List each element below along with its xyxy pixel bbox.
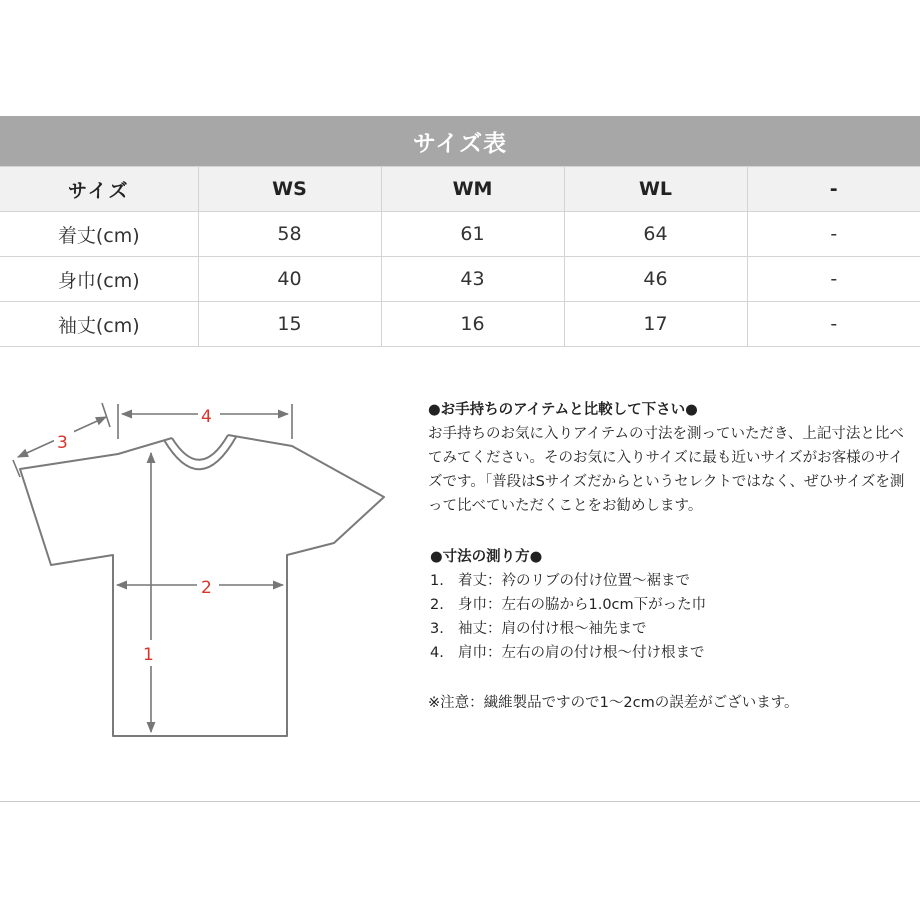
how-to-measure-list (428, 569, 913, 665)
header-cell: WL (564, 167, 747, 212)
table-cell: 40 (198, 257, 381, 302)
table-cell: - (747, 212, 920, 257)
bottom-divider (0, 801, 920, 802)
how-to-measure-title: ●寸法の測り方● (430, 549, 543, 565)
table-cell: 64 (564, 212, 747, 257)
guide-title: ●お手持ちのアイテムと比較して下さい● (428, 402, 698, 418)
table-cell: 15 (198, 302, 381, 347)
list-item: 2. 身巾：左右の脇から1.0cm下がった巾 (430, 597, 707, 613)
size-table (0, 166, 920, 347)
table-row (0, 212, 920, 257)
guide-body: お手持ちのお気に入りアイテムの寸法を測っていただき、上記寸法と比べてみてください。そのお気に入りサイズに最も近いサイズがお客様のサイズです。「普段はSサイズだからというセレクトではなく、ぜひサイズを測って比べていただくことをお勧めします。 (428, 426, 905, 514)
table-cell: - (747, 302, 920, 347)
table-cell: 17 (564, 302, 747, 347)
list-item: 4. 肩巾：左右の肩の付け根～付け根まで (430, 645, 705, 661)
header-cell: WM (381, 167, 564, 212)
table-cell: 58 (198, 212, 381, 257)
size-chart-title: サイズ表 (0, 116, 920, 166)
label-2: 2 (201, 578, 212, 598)
label-3: 3 (57, 433, 68, 453)
header-cell: - (747, 167, 920, 212)
table-header-row (0, 167, 920, 212)
table-cell: 43 (381, 257, 564, 302)
tolerance-note: ※注意：繊維製品ですので1～2cmの誤差がございます。 (428, 695, 799, 711)
row-label: 着丈(cm) (0, 212, 198, 257)
table-row (0, 302, 920, 347)
label-1: 1 (143, 645, 154, 665)
table-cell: 46 (564, 257, 747, 302)
row-label: 袖丈(cm) (0, 302, 198, 347)
header-cell: WS (198, 167, 381, 212)
size-chart (0, 116, 920, 337)
list-item: 3. 袖丈：肩の付け根～袖先まで (430, 621, 647, 637)
table-cell: - (747, 257, 920, 302)
list-item: 1. 着丈：衿のリブの付け位置～裾まで (430, 573, 690, 589)
row-label: 身巾(cm) (0, 257, 198, 302)
tshirt-diagram (0, 395, 400, 755)
measurement-guide (428, 398, 913, 715)
header-cell: サイズ (0, 167, 198, 212)
table-cell: 16 (381, 302, 564, 347)
table-row (0, 257, 920, 302)
table-cell: 61 (381, 212, 564, 257)
label-4: 4 (201, 407, 212, 427)
